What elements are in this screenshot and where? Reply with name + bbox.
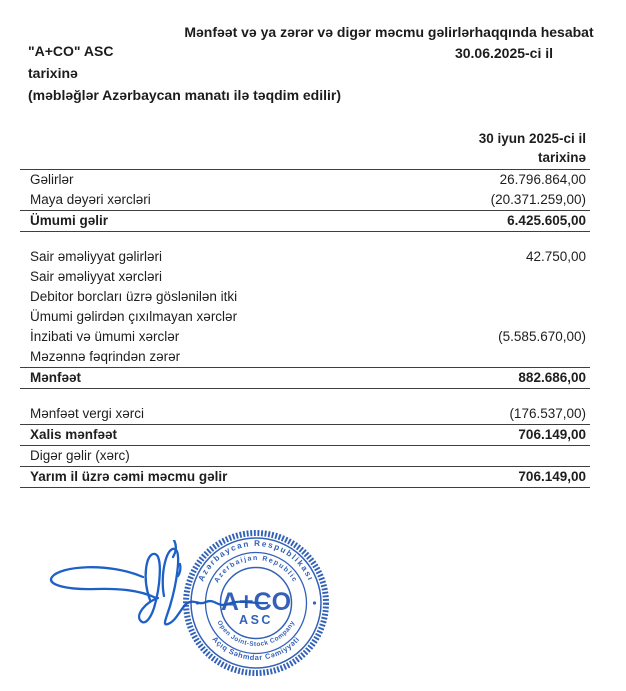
row-label: Sair əməliyyat xərcləri bbox=[30, 269, 163, 284]
table-row bbox=[20, 327, 590, 347]
row-label: Maya dəyəri xərcləri bbox=[30, 192, 151, 207]
table-row bbox=[20, 247, 590, 267]
column-header-suffix: tarixinə bbox=[537, 150, 586, 165]
row-value: 26.796.864,00 bbox=[499, 172, 586, 187]
row-label: Mənfəət bbox=[30, 370, 82, 385]
stamp-separator-dot-right bbox=[313, 601, 316, 604]
stamp-text-outer-bottom: Açıq Səhmdar Cəmiyyəti bbox=[210, 634, 302, 663]
row-value: 42.750,00 bbox=[525, 249, 586, 264]
column-header-date: 30 iyun 2025-ci il bbox=[478, 131, 586, 146]
row-value: (5.585.670,00) bbox=[498, 329, 586, 344]
report-title: Mənfəət və ya zərər və digər məcmu gəlirlərhaqqında hesabat bbox=[184, 24, 594, 40]
row-label: Ümumi gəlir bbox=[30, 213, 109, 228]
stamp-center-sub: ASC bbox=[239, 613, 273, 627]
report-date: 30.06.2025-ci il bbox=[454, 45, 554, 61]
row-label: Sair əməliyyat gəlirləri bbox=[30, 249, 163, 264]
row-value: (20.371.259,00) bbox=[490, 192, 586, 207]
company-suffix: tarixinə bbox=[28, 65, 78, 81]
table-row bbox=[20, 368, 590, 389]
stamp-text-outer-top: Azərbaycan Respublikası bbox=[196, 538, 316, 583]
table-row bbox=[20, 347, 590, 368]
table-spacer bbox=[20, 389, 590, 404]
row-value: 706.149,00 bbox=[518, 427, 586, 442]
row-label: İnzibati və ümumi xərclər bbox=[30, 329, 180, 344]
company-block bbox=[28, 40, 448, 106]
row-label: Debitor borcları üzrə göslənilən itki bbox=[30, 289, 238, 304]
row-label: Xalis mənfəət bbox=[30, 427, 118, 442]
stamp-separator-dot-left bbox=[196, 601, 199, 604]
row-value: (176.537,00) bbox=[509, 406, 586, 421]
table-row bbox=[20, 190, 590, 211]
table-row bbox=[20, 425, 590, 446]
table-body bbox=[20, 170, 590, 488]
table-spacer bbox=[20, 232, 590, 247]
company-stamp bbox=[180, 528, 332, 678]
row-label: Mənfəət vergi xərci bbox=[30, 406, 145, 421]
table-row bbox=[20, 211, 590, 232]
table-row bbox=[20, 287, 590, 307]
row-label: Gəlirlər bbox=[30, 172, 74, 187]
row-value: 706.149,00 bbox=[518, 469, 586, 484]
row-value: 882.686,00 bbox=[518, 370, 586, 385]
table-row bbox=[20, 467, 590, 488]
row-label: Yarım il üzrə cəmi məcmu gəlir bbox=[30, 469, 228, 484]
column-header bbox=[20, 128, 590, 170]
stamp-center-main: A+CO bbox=[220, 588, 292, 616]
stamp-text-inner-top: Azerbaijan Republic bbox=[213, 555, 299, 585]
table-row bbox=[20, 267, 590, 287]
company-name: "A+CO" ASC bbox=[28, 43, 114, 59]
table-row bbox=[20, 170, 590, 190]
svg-text:Azerbaijan Republic bbox=[213, 555, 298, 584]
table-row bbox=[20, 404, 590, 425]
row-value: 6.425.605,00 bbox=[507, 213, 586, 228]
row-label: Digər gəlir (xərc) bbox=[30, 448, 130, 463]
currency-note: (məbləğlər Azərbaycan manatı ilə təqdim edilir) bbox=[28, 87, 342, 103]
stamp-text-inner-bottom: Open Joint-Stock Company bbox=[215, 619, 297, 649]
table-row bbox=[20, 307, 590, 327]
income-statement-table bbox=[20, 128, 590, 488]
table-row bbox=[20, 446, 590, 467]
row-label: Ümumi gəlirdən çıxılmayan xərclər bbox=[30, 309, 238, 324]
row-label: Məzənnə fəqrindən zərər bbox=[30, 349, 181, 364]
